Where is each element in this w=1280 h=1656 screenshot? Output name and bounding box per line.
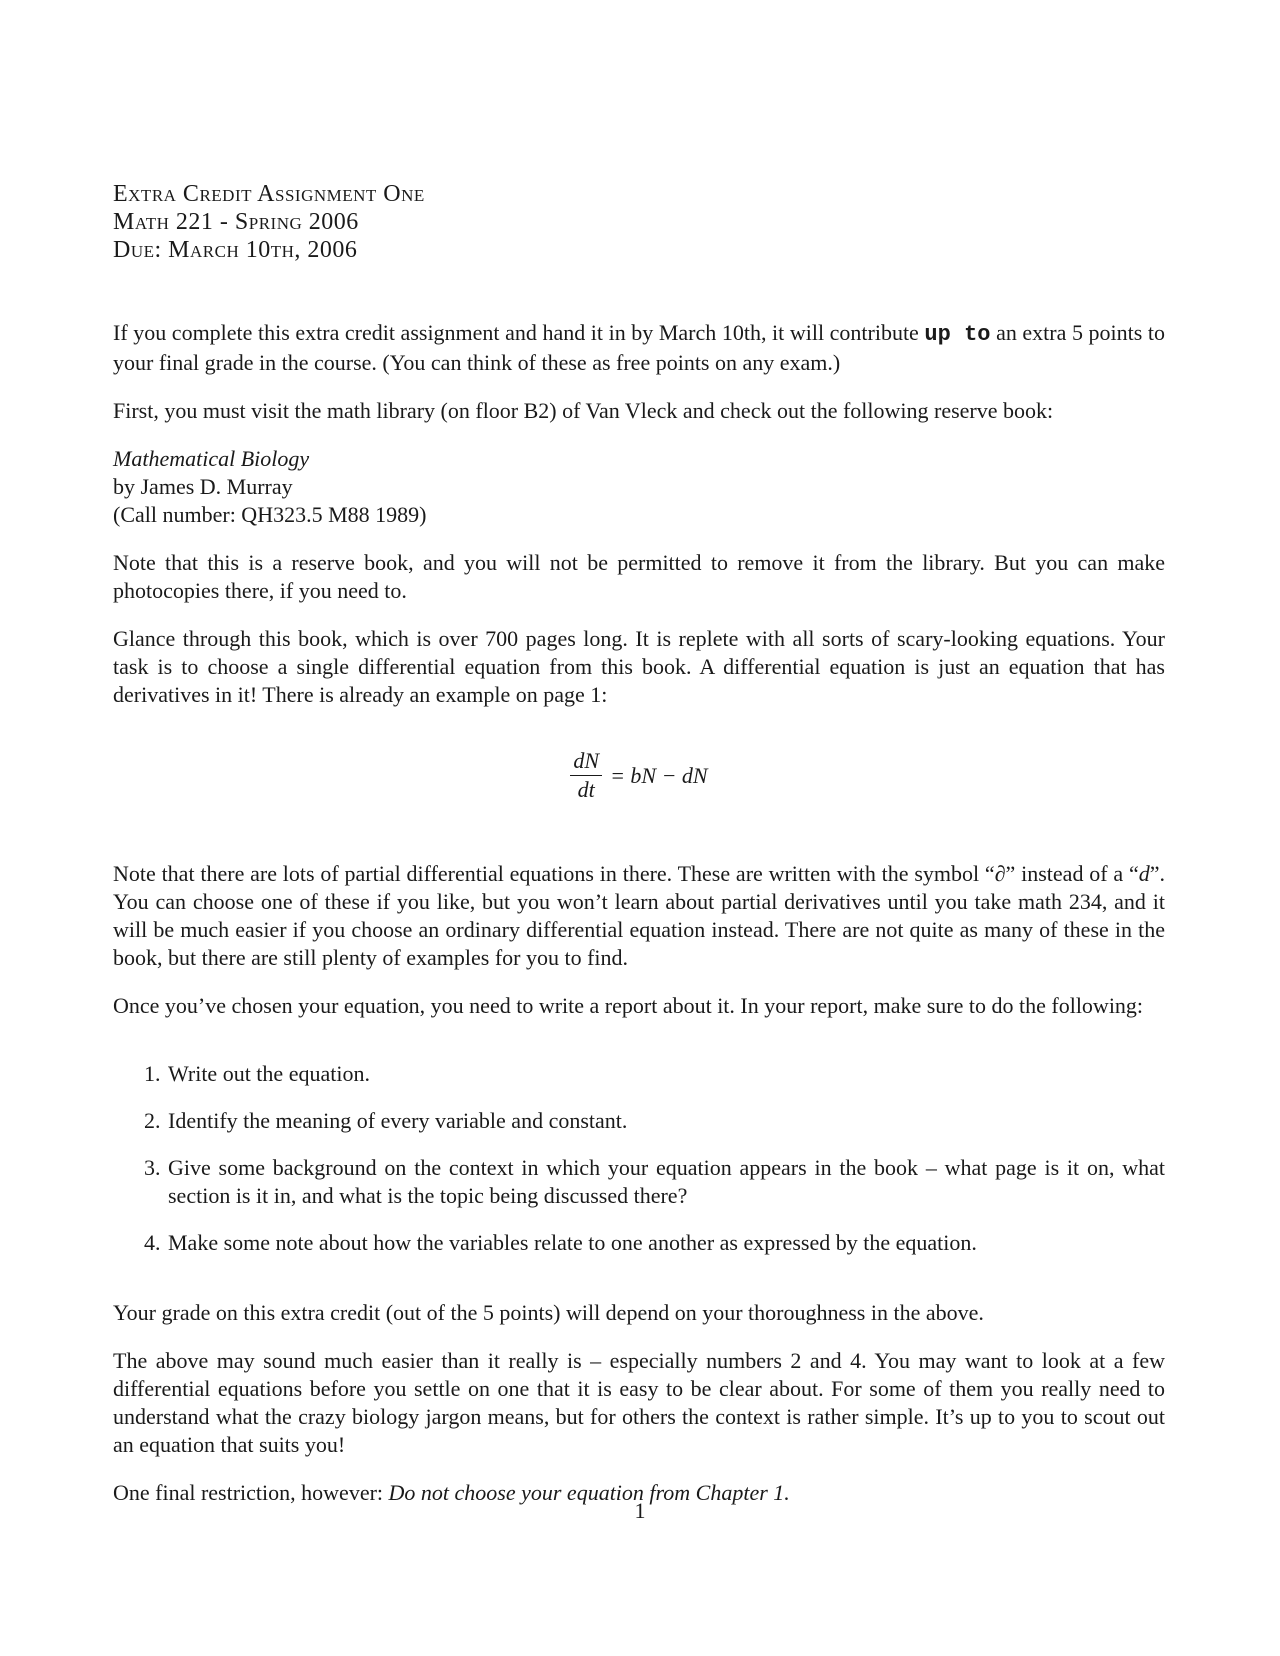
page-number: 1 (634, 1498, 646, 1523)
partial-text-start: Note that there are lots of partial differential equations in there. These are written with the symbol “∂” instead of a “ (113, 861, 1139, 886)
intro-emphasis: up to (924, 322, 991, 347)
document-page (113, 180, 1165, 1527)
list-item: 2. Identify the meaning of every variable and constant. (166, 1107, 1165, 1135)
document-header (113, 180, 1165, 264)
equation-numerator: dN (570, 749, 602, 776)
book-call-number: (Call number: QH323.5 M88 1989) (113, 502, 427, 527)
warning-paragraph: The above may sound much easier than it really is – especially numbers 2 and 4. You may want to look at a few differential equations before you settle on one that it is easy to be clear about. For some of them you really need to understand what the crazy biology jargon means, but for others the context is rather simple. It’s up to you to scout out an equation that suits you! (113, 1348, 1165, 1457)
example-equation (113, 749, 1165, 802)
glance-paragraph: Glance through this book, which is over 700 pages long. It is replete with all sorts of scary-looking equations. Your task is to choose a single differential equation from this book. A differential equation is just an equation that has derivatives in it! There is already an example on page 1: (113, 626, 1165, 707)
intro-text-end: an extra 5 points to your final grade in the course. (You can think of these as free points on any exam.) (113, 320, 1165, 375)
book-reference (113, 445, 1165, 529)
grade-paragraph: Your grade on this extra credit (out of the 5 points) will depend on your thoroughness in the above. (113, 1300, 984, 1325)
assignment-title: Extra Credit Assignment One (113, 181, 425, 207)
partial-d-symbol: d (1138, 861, 1150, 886)
intro-paragraph (113, 319, 1165, 377)
intro-text-start: If you complete this extra credit assignment and hand it in by March 10th, it will contribute (113, 320, 925, 345)
partial-text-end: ”. You can choose one of these if you like, but you won’t learn about partial derivatives until you take math 234, and it will be much easier if you choose an ordinary differential equation instead. There are not quite as many of these in the book, but there are still plenty of examples for you to find. (113, 861, 1165, 970)
visit-paragraph: First, you must visit the math library (on floor B2) of Van Vleck and check out the following reserve book: (113, 398, 1054, 423)
final-text-start: One final restriction, however: (113, 1480, 389, 1505)
final-restriction: Do not choose your equation from Chapter 1. (388, 1480, 790, 1505)
partial-paragraph (113, 860, 1165, 972)
equation-denominator: dt (577, 777, 595, 802)
task-list (113, 1060, 1165, 1257)
book-title: Mathematical Biology (113, 446, 310, 471)
once-paragraph: Once you’ve chosen your equation, you need to write a report about it. In your report, make sure to do the following: (113, 993, 1144, 1018)
due-date: Due: March 10th, 2006 (113, 237, 358, 263)
list-item: 1. Write out the equation. (166, 1060, 1165, 1088)
reserve-note-paragraph: Note that this is a reserve book, and you will not be permitted to remove it from the library. But you can make photocopies there, if you need to. (113, 550, 1165, 603)
course-name: Math 221 - Spring 2006 (113, 209, 359, 235)
book-author: by James D. Murray (113, 474, 293, 499)
list-item: 3. Give some background on the context in which your equation appears in the book – what page is it on, what section is it in, and what is the topic being discussed there? (166, 1154, 1165, 1210)
equation-fraction (570, 749, 602, 802)
list-item: 4. Make some note about how the variables relate to one another as expressed by the equation. (166, 1229, 1165, 1257)
equation-rhs: = bN − dN (610, 762, 708, 788)
